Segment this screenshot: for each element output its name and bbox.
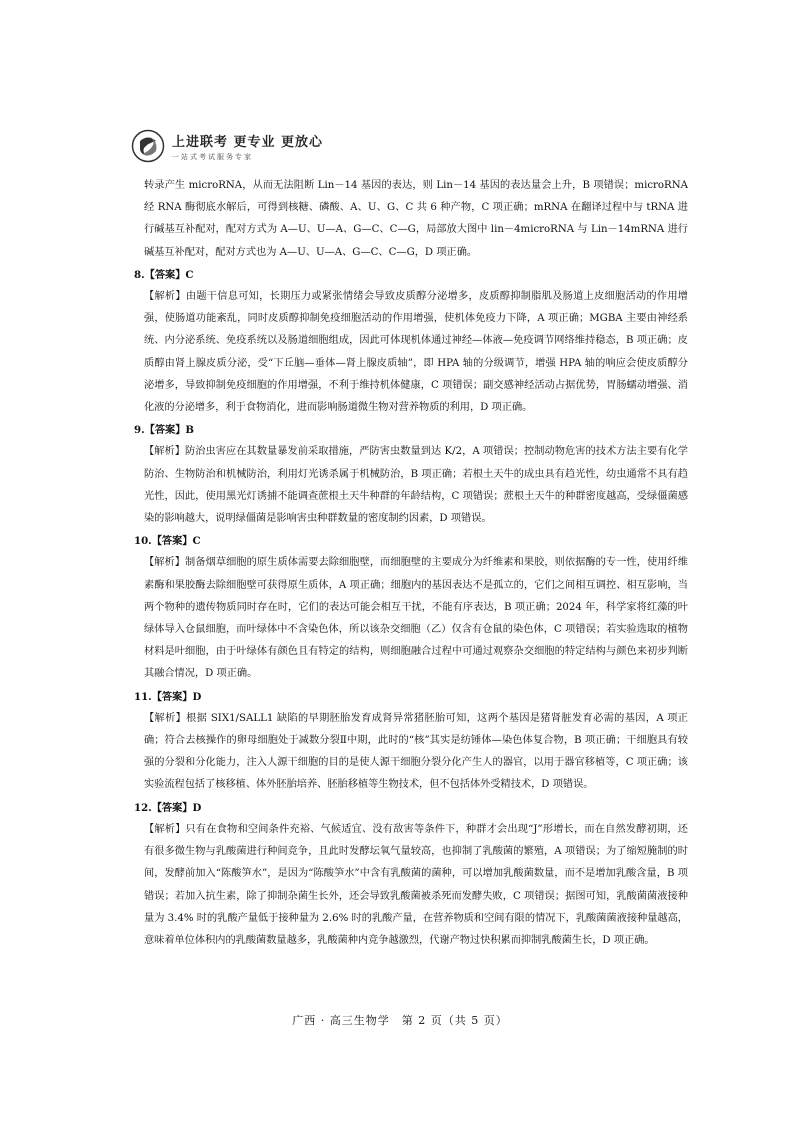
- header-title: 上进联考 更专业 更放心: [172, 134, 324, 150]
- q9-analysis: 【解析】防治虫害应在其数量暴发前采取措施，严防害虫数量到达 K/2，A 项错误；控制动物危害的技术方法主要有化学防治、生物防治和机械防治，利用灯光诱杀属于机械防治，B 项正确；若根土天牛的成虫具有趋光性，幼虫通常不具有趋光性，因此，使用黑光灯诱捕不能调查蔗根土天牛种群的年龄结构，C 项错误；蔗根土天牛的种群密度越高，受绿僵菌感染的影响越大，说明绿僵菌是影响害虫种群数量的密度制约因素，D 项错误。: [144, 446, 688, 525]
- header-subtitle: 一站式考试服务专家: [172, 152, 253, 161]
- q10-analysis: 【解析】制备烟草细胞的原生质体需要去除细胞壁，而细胞壁的主要成分为纤维素和果胶，则依据酶的专一性，使用纤维素酶和果胶酶去除细胞壁可获得原生质体，A 项正确；细胞内的基因表达不是孤立的，它们之间相互调控、相互影响，当两个物种的遗传物质同时存在时，它们的表达可能会相互干扰，不能有序表达，B 项正确；2024 年，科学家将红藻的叶绿体导入仓鼠细胞，而叶绿体中不含染色体，所以该杂交细胞（乙）仅含有仓鼠的染色体，C 项错误；若实验选取的植物材料是叶细胞，由于叶绿体有颜色且有特定的结构，则细胞融合过程中可通过观察杂交细胞的特定结构与颜色来初步判断其融合情况，D 项正确。: [144, 557, 688, 680]
- q11-answer: 11.【答案】D: [134, 690, 202, 703]
- q12-answer: 12.【答案】D: [134, 801, 202, 814]
- page-header: [130, 128, 323, 164]
- q9-answer: 9.【答案】B: [134, 424, 194, 437]
- q10-answer: 10.【答案】C: [134, 535, 201, 548]
- swirl-logo-icon: [130, 128, 166, 164]
- q8-answer: 8.【答案】C: [134, 268, 194, 281]
- q7-continuation: 转录产生 microRNA，从而无法阻断 Lin－14 基因的表达，则 Lin－14 基因的表达量会上升，B 项错误；microRNA 经 RNA 酶彻底水解后，可得到核糖、磷酸、A、U、G、C 共 6 种产物，C 项正确；mRNA 在翻译过程中与 tRNA 进行碱基互补配对，配对方式为 A—U、U—A、G—C、C—G，局部放大图中 lin－4microRNA 与 Lin－14mRNA 进行碱基互补配对，配对方式也为 A—U、U—A、G—C、C—G，D 项正确。: [144, 180, 688, 258]
- page-footer: 广西 · 高三生物学 第 2 页（共 5 页）: [292, 1014, 508, 1027]
- q8-analysis: 【解析】由题干信息可知，长期压力或紧张情绪会导致皮质醇分泌增多，皮质醇抑制脂肌及肠道上皮细胞活动的作用增强，使肠道功能紊乱，同时皮质醇抑制免疫细胞活动的作用增强，使机体免疫力下降，A 项正确；MGBA 主要由神经系统、内分泌系统、免疫系统以及肠道细胞组成，因此可体现机体通过神经—体液—免疫调节网络维持稳态，B 项正确；皮质醇由肾上腺皮质分泌，受“下丘脑—垂体—肾上腺皮质轴”，即 HPA 轴的分级调节，增强 HPA 轴的响应会使皮质醇分泌增多，导致抑制免疫细胞的作用增强，不利于维持机体健康，C 项错误；副交感神经活动占据优势，胃肠蠕动增强、消化液的分泌增多，利于食物消化，进而影响肠道微生物对营养物质的利用，D 项正确。: [144, 291, 688, 414]
- q12-analysis: 【解析】只有在食物和空间条件充裕、气候适宜、没有敌害等条件下，种群才会出现“J”形增长，而在自然发酵初期，还有很多微生物与乳酸菌进行种间竞争，且此时发酵坛氧气量较高，也抑制了乳酸菌的繁殖，A 项错误；为了缩短腌制的时间，发酵前加入“陈酸笋水”，是因为“陈酸笋水”中含有乳酸菌的菌种，可以增加乳酸菌数量，而不是增加乳酸含量，B 项错误；若加入抗生素，除了抑制杂菌生长外，还会导致乳酸菌被杀死而发酵失败，C 项错误；据图可知，乳酸菌菌液接种量为 3.4% 时的乳酸产量低于接种量为 2.6% 时的乳酸产量，在营养物质和空间有限的情况下，乳酸菌菌液接种量越高，意味着单位体积内的乳酸菌数量越多，乳酸菌种内竞争越激烈，代谢产物过快积累而抑制乳酸菌生长，D 项正确。: [144, 823, 688, 946]
- q11-analysis: 【解析】根据 SIX1/SALL1 缺陷的早期胚胎发育成肾异常猪胚胎可知，这两个基因是猪肾脏发育必需的基因，A 项正确；符合去核操作的卵母细胞处于减数分裂Ⅱ中期，此时的“核”其实是纺锤体—染色体复合物，B 项正确；干细胞具有较强的分裂和分化能力，注入人源干细胞的目的是使人源干细胞分裂分化产生人的器官，以用于器官移植等，C 项正确；该实验流程包括了核移植、体外胚胎培养、胚胎移植等生物技术，但不包括体外受精技术，D 项错误。: [144, 712, 688, 791]
- answer-content: [134, 175, 688, 952]
